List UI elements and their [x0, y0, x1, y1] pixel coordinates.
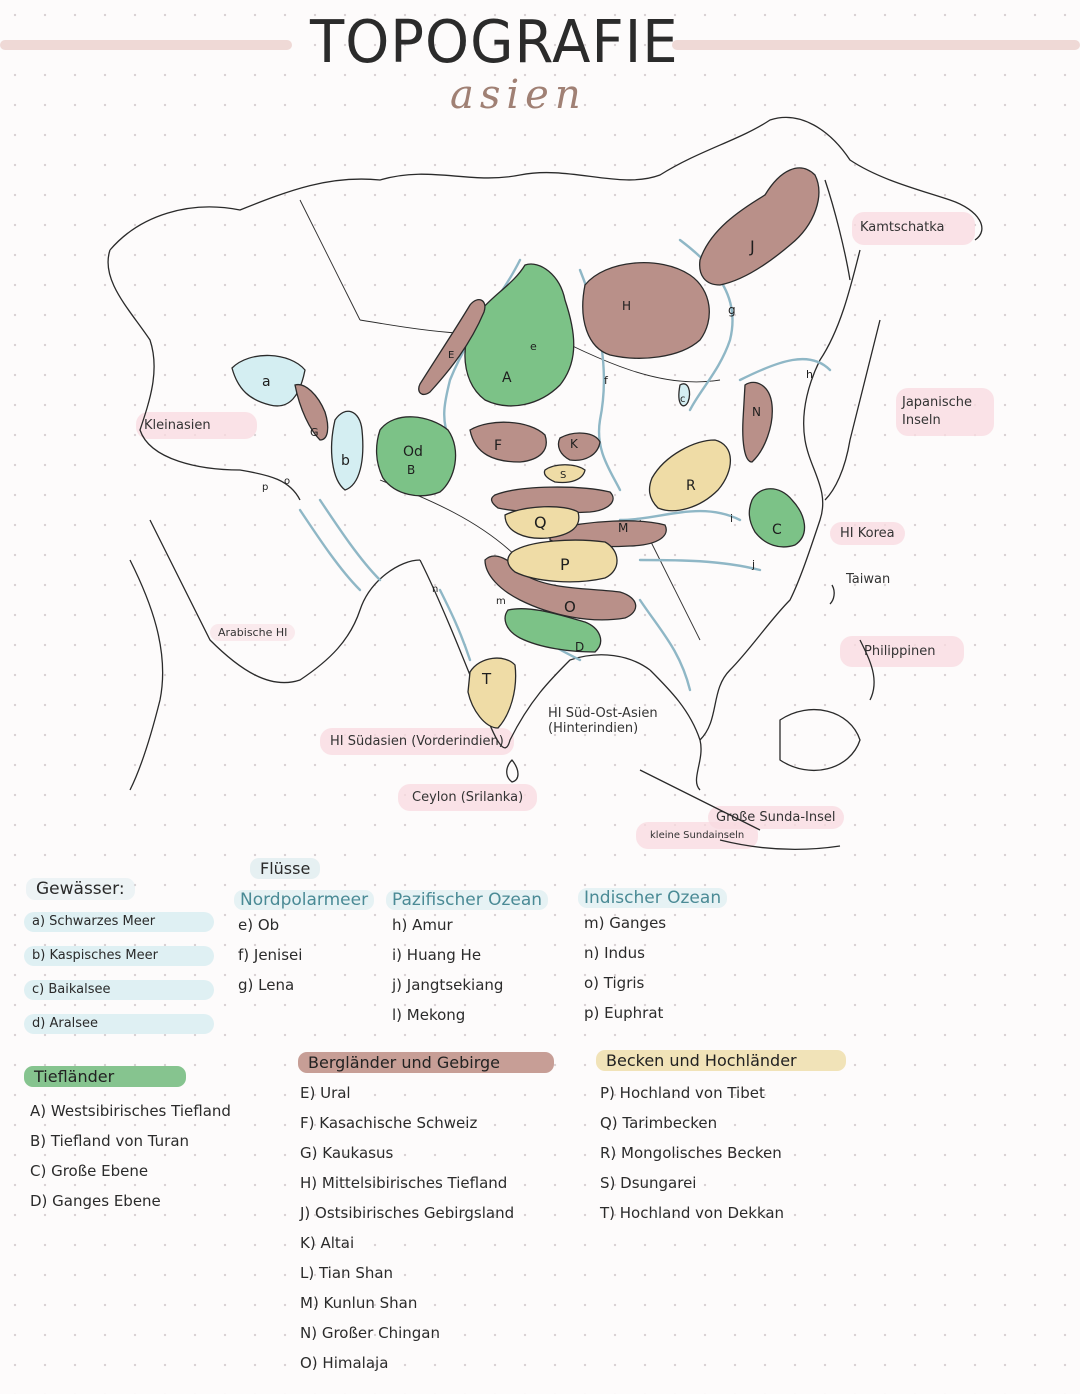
water-kaspisches-meer [332, 411, 363, 490]
becken-p: P) Hochland von Tibet [600, 1084, 765, 1102]
fluss-o: o) Tigris [584, 974, 645, 992]
river-jangtse [640, 560, 760, 570]
gebirge-f: F) Kasachische Schweiz [300, 1114, 478, 1132]
border-1 [300, 200, 360, 320]
fluesse-indisch-title: Indischer Ozean [578, 888, 727, 908]
fluesse-column-indisch [578, 888, 727, 1028]
legend-gewaesser-title: Gewässer: [26, 878, 135, 900]
river-mekong [640, 600, 690, 690]
label-philippinen: Philippinen [840, 636, 964, 667]
legend-berglaender-title: Bergländer und Gebirge [298, 1052, 554, 1073]
map-letter-D: D [575, 640, 585, 654]
page-title: TOPOGRAFIE [310, 8, 679, 77]
island-kamchatka [825, 180, 850, 280]
region-h-mittelsibirisch [583, 263, 710, 359]
legend-becken-title: Becken und Hochländer [596, 1050, 846, 1071]
label-taiwan: Taiwan [846, 572, 891, 587]
gewaesser-item-b: b) Kaspisches Meer [24, 946, 214, 966]
coastline-africa [130, 560, 163, 790]
map-letter-E: E [448, 350, 455, 361]
map-letter-K: K [570, 437, 578, 451]
map-letter-T: T [482, 670, 492, 688]
region-a-westsibirisch [465, 264, 574, 406]
map-letter-i-lc: i [730, 512, 734, 525]
becken-r: R) Mongolisches Becken [600, 1144, 782, 1162]
map-letter-S: S [560, 470, 567, 481]
label-hi-suedostasien-line2: (Hinterindien) [548, 721, 639, 736]
label-grosse-sunda: Große Sunda-Insel [708, 806, 844, 829]
fluss-h: h) Amur [392, 916, 453, 934]
coastline-arabia [150, 520, 420, 683]
map-letter-n-lc: n [432, 584, 439, 595]
label-hi-korea: HI Korea [830, 522, 905, 545]
legend-tieflaender-title: Tiefländer [24, 1066, 186, 1087]
map-letter-M: M [618, 521, 629, 535]
fluss-f: f) Jenisei [238, 946, 303, 964]
gebirge-n: N) Großer Chingan [300, 1324, 440, 1342]
fluss-e: e) Ob [238, 916, 280, 934]
map-letter-J: J [750, 237, 755, 256]
gebirge-m: M) Kunlun Shan [300, 1294, 418, 1312]
legend-gewaesser-list [24, 912, 214, 1048]
island-borneo [780, 710, 860, 771]
map-letter-p-lc: p [262, 482, 269, 493]
tiefland-b: B) Tiefland von Turan [30, 1132, 190, 1150]
label-arabische-hi: Arabische HI [210, 624, 295, 641]
region-f-kasachisch [470, 422, 546, 462]
fluss-l: l) Mekong [392, 1006, 466, 1024]
map-letter-a-lc: a [262, 374, 271, 390]
fluesse-nordpolarmeer-title: Nordpolarmeer [234, 890, 374, 910]
map-letter-e-lc: e [530, 340, 537, 353]
map-letter-H: H [622, 299, 632, 313]
label-hi-suedasien: HI Südasien (Vorderindien) [320, 728, 514, 755]
tiefland-d: D) Ganges Ebene [30, 1192, 161, 1210]
becken-t: T) Hochland von Dekkan [600, 1204, 785, 1222]
region-c-grosse-ebene [749, 489, 804, 547]
river-indus [440, 590, 470, 660]
tiefland-c: C) Große Ebene [30, 1162, 149, 1180]
label-kleine-sunda: kleine Sundainseln [636, 822, 758, 849]
map-letter-A: A [502, 370, 512, 386]
map-letter-C: C [772, 522, 782, 538]
island-taiwan [830, 585, 834, 604]
fluesse-column-nordpolarmeer [234, 890, 374, 1000]
map-letter-g-lc: g [728, 303, 736, 317]
region-j-ostsibirisch [700, 168, 819, 285]
page-subtitle: asien [450, 72, 587, 118]
region-n-chingan [743, 382, 773, 462]
map-letter-O: O [564, 598, 576, 616]
map-letter-N: N [752, 405, 761, 419]
map-letter-G: G [310, 426, 319, 439]
label-hi-suedostasien-line1: HI Süd-Ost-Asien [548, 706, 658, 721]
island-sri-lanka [507, 760, 518, 782]
gebirge-h: H) Mittelsibirisches Tiefland [300, 1174, 508, 1192]
label-ceylon: Ceylon (Srilanka) [398, 784, 537, 811]
gewaesser-item-a: a) Schwarzes Meer [24, 912, 214, 932]
gebirge-k: K) Altai [300, 1234, 355, 1252]
river-euphrat [300, 510, 360, 590]
fluss-g: g) Lena [238, 976, 295, 994]
map-letter-h-lc: h [806, 368, 813, 381]
region-k-altai [558, 433, 600, 460]
island-sumatra [640, 770, 760, 830]
fluss-n: n) Indus [584, 944, 645, 962]
fluesse-pazifisch-title: Pazifischer Ozean [386, 890, 548, 910]
river-tigris [320, 500, 380, 580]
river-huang-he [620, 511, 740, 520]
gebirge-g: G) Kaukasus [300, 1144, 394, 1162]
gewaesser-item-d: d) Aralsee [24, 1014, 214, 1034]
gebirge-j: J) Ostsibirisches Gebirgsland [300, 1204, 515, 1222]
tiefland-a: A) Westsibirisches Tiefland [30, 1102, 231, 1120]
legend-fluesse-title: Flüsse [250, 858, 320, 879]
label-kamtschatka: Kamtschatka [852, 212, 975, 245]
map-letter-P: P [560, 555, 570, 574]
coastline-north [110, 117, 982, 250]
label-japanische-line2: Inseln [902, 413, 941, 428]
fluss-j: j) Jangtsekiang [392, 976, 504, 994]
map-letter-R: R [686, 478, 696, 494]
fluesse-column-pazifisch [386, 890, 548, 1030]
river-amur [740, 359, 830, 380]
map-letter-F: F [494, 438, 503, 454]
map-letter-m-lc: m [496, 596, 506, 607]
map-letter-f-lc: f [604, 374, 608, 387]
becken-q: Q) Tarimbecken [600, 1114, 718, 1132]
becken-s: S) Dsungarei [600, 1174, 697, 1192]
map-letter-B: B [407, 463, 416, 477]
fluss-m: m) Ganges [584, 914, 667, 932]
gebirge-e: E) Ural [300, 1084, 351, 1102]
map-letter-c-lc: c [680, 394, 686, 405]
region-t-dekkan [468, 658, 516, 728]
island-java [720, 840, 840, 849]
map-letter-o-lc: o [284, 476, 291, 487]
fluss-i: i) Huang He [392, 946, 482, 964]
map-letter-j-lc: j [752, 558, 756, 571]
map-letter-b-lc: b [341, 453, 350, 469]
gebirge-l: L) Tian Shan [300, 1264, 394, 1282]
map-letter-Q: Q [534, 513, 547, 532]
island-philippines [860, 640, 874, 700]
label-kleinasien: Kleinasien [136, 412, 257, 439]
map-letter-Od: Od [403, 444, 423, 460]
region-r-mongolisch [650, 440, 731, 511]
coastline-sea [650, 670, 701, 790]
legend-becken-list [600, 1078, 784, 1228]
legend-berglaender-list [300, 1078, 514, 1378]
island-japan [825, 320, 880, 500]
gewaesser-item-c: c) Baikalsee [24, 980, 214, 1000]
fluss-p: p) Euphrat [584, 1004, 664, 1022]
legend-tieflaender-list [30, 1096, 231, 1216]
gebirge-o: O) Himalaja [300, 1354, 389, 1372]
label-japanische-line1: Japanische [902, 395, 973, 410]
